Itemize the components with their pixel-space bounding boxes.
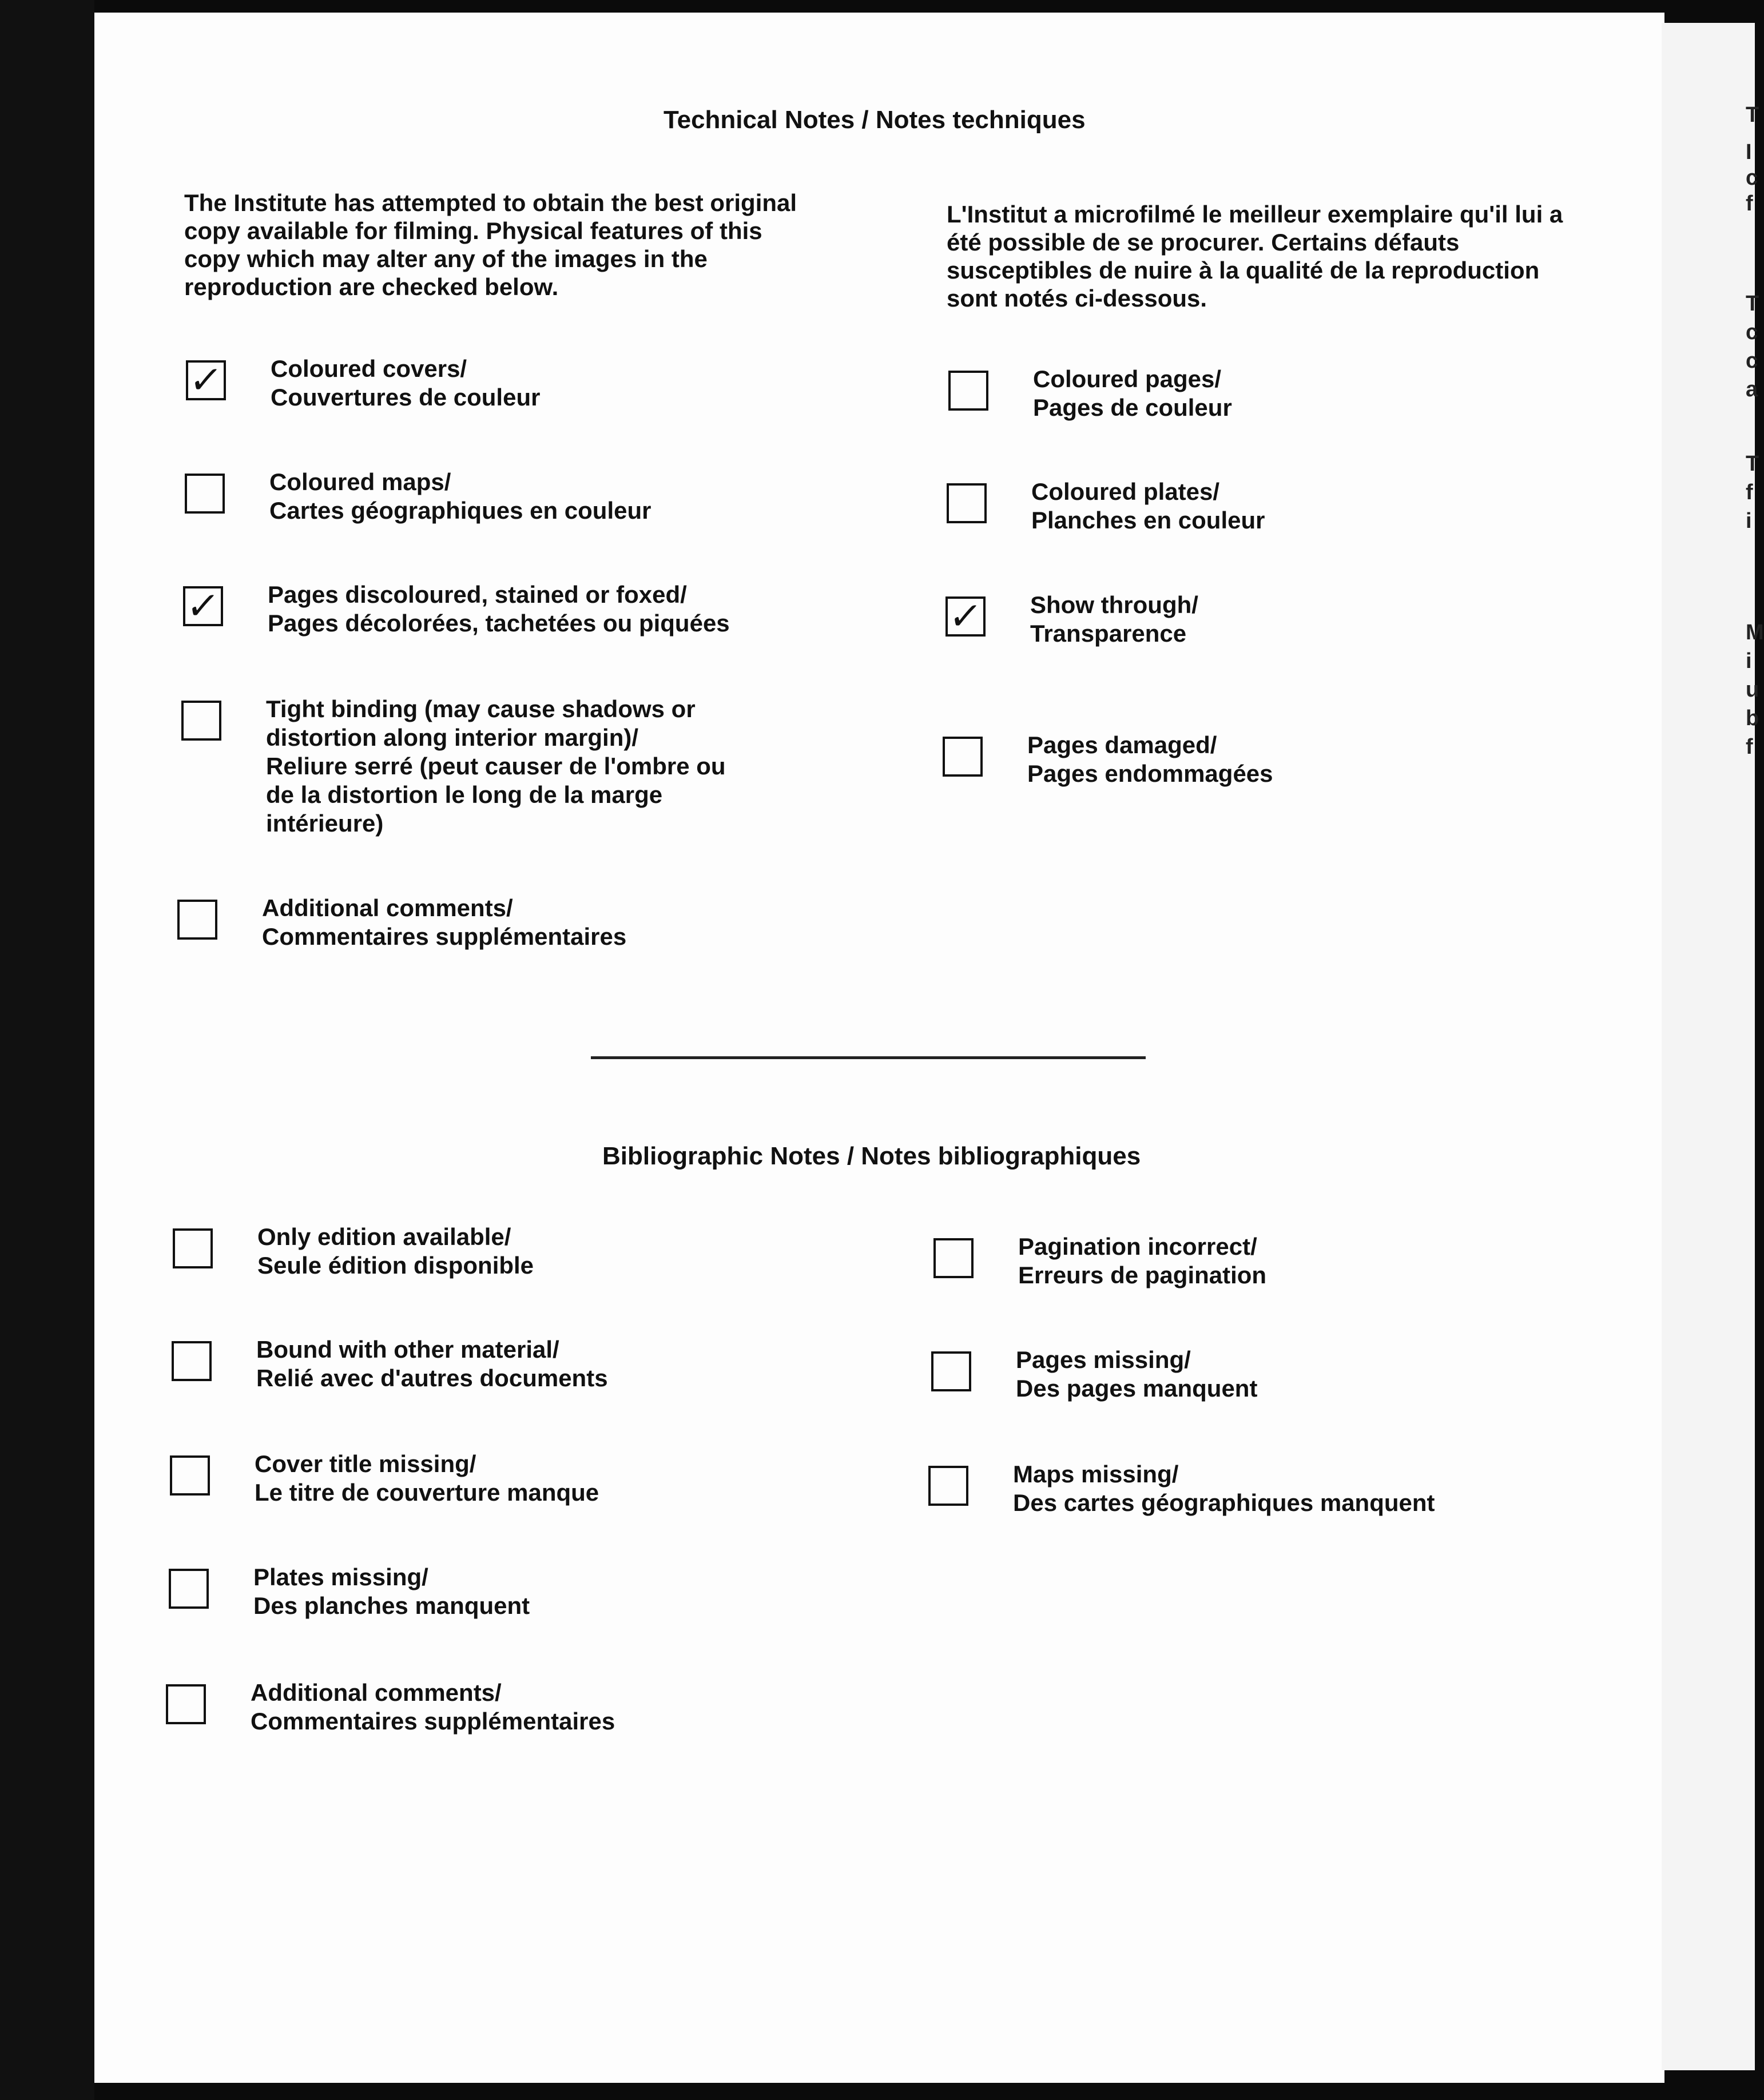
checkbox-item-pagination-incorrect[interactable]: [933, 1232, 1266, 1290]
label-en: Additional comments/: [262, 894, 513, 921]
checkbox-item-pages-damaged[interactable]: [943, 731, 1273, 788]
label-fr: Couvertures de couleur: [271, 384, 541, 411]
label-en: Only edition available/: [257, 1223, 511, 1250]
checkbox[interactable]: [177, 900, 217, 940]
label-en: Coloured covers/: [271, 355, 467, 382]
next-page-fragment: u: [1746, 678, 1759, 702]
checkbox[interactable]: [185, 474, 225, 514]
label-fr: Transparence: [1030, 620, 1187, 647]
label-en: Tight binding (may cause shadows or: [266, 695, 696, 722]
checkbox-item-show-through[interactable]: [945, 591, 1198, 648]
checkbox-item-additional-comments-biblio[interactable]: [166, 1679, 615, 1736]
checkbox-item-coloured-pages[interactable]: [948, 365, 1232, 422]
checkbox-item-pages-discoloured[interactable]: [183, 580, 730, 638]
next-page-fragment: b: [1746, 706, 1759, 730]
checkbox[interactable]: [172, 1341, 212, 1381]
checkbox[interactable]: [186, 360, 226, 400]
label-en: Cover title missing/: [255, 1450, 476, 1477]
checkbox[interactable]: [183, 586, 223, 626]
label-fr: Le titre de couverture manque: [255, 1479, 599, 1506]
label-en: Plates missing/: [253, 1564, 428, 1590]
label-en: Maps missing/: [1013, 1461, 1179, 1488]
checkbox[interactable]: [169, 1569, 209, 1609]
checkbox[interactable]: [170, 1455, 210, 1496]
checkbox[interactable]: [933, 1238, 974, 1278]
next-page-fragment: T: [1746, 292, 1759, 316]
checkbox-item-coloured-covers[interactable]: [186, 355, 540, 412]
film-edge-left: [0, 0, 94, 2100]
checkbox-item-only-edition[interactable]: [173, 1223, 534, 1280]
intro-english: The Institute has attempted to obtain the best original copy available for filming. Physical features of this copy which may alter any of the images in the reproduction are checked below.: [184, 189, 797, 300]
label-fr: Planches en couleur: [1031, 507, 1265, 534]
next-page-fragment: i: [1746, 509, 1752, 533]
label-fr: Des cartes géographiques manquent: [1013, 1489, 1435, 1516]
label-en: Coloured plates/: [1031, 478, 1220, 505]
label-fr: Pages de couleur: [1033, 394, 1232, 421]
checkmark-icon: ✓: [947, 594, 985, 638]
checkbox-item-coloured-maps[interactable]: [185, 468, 651, 525]
label-en: Coloured maps/: [269, 468, 451, 495]
next-page-fragment: f: [1746, 192, 1753, 216]
next-page-fragment: a: [1746, 377, 1758, 401]
checkbox[interactable]: [947, 483, 987, 523]
label-en: Show through/: [1030, 591, 1198, 618]
next-page-fragment: c: [1746, 320, 1758, 344]
checkbox[interactable]: [166, 1684, 206, 1724]
checkbox[interactable]: [173, 1228, 213, 1268]
checkbox-item-plates-missing[interactable]: [169, 1563, 530, 1620]
next-page-fragment: I: [1746, 140, 1752, 164]
label-fr: Erreurs de pagination: [1018, 1262, 1267, 1288]
label-en: Pages damaged/: [1027, 731, 1217, 758]
label-fr: Pages endommagées: [1027, 760, 1273, 787]
label-en: Pagination incorrect/: [1018, 1233, 1257, 1260]
checkmark-icon: ✓: [187, 358, 225, 402]
label-en-cont: distortion along interior margin)/: [266, 724, 638, 751]
checkbox-item-tight-binding[interactable]: [181, 695, 726, 838]
label-en: Pages missing/: [1016, 1346, 1191, 1373]
bibliographic-notes-title: Bibliographic Notes / Notes bibliographiques: [602, 1142, 1141, 1170]
label-fr: Commentaires supplémentaires: [262, 923, 627, 950]
checkbox[interactable]: [945, 596, 986, 637]
label-fr-cont: de la distortion le long de la marge: [266, 781, 663, 808]
next-page-fragment: c: [1746, 166, 1758, 190]
label-fr: Cartes géographiques en couleur: [269, 497, 651, 524]
label-fr: Reliure serré (peut causer de l'ombre ou: [266, 753, 726, 779]
next-page-fragment: c: [1746, 349, 1758, 373]
section-divider: [591, 1056, 1146, 1059]
next-page-fragment: T: [1746, 103, 1759, 127]
checkbox[interactable]: [948, 371, 988, 411]
checkbox[interactable]: [181, 701, 221, 741]
checkbox-item-additional-comments-tech[interactable]: [177, 894, 626, 951]
adjacent-page-edge: [1662, 23, 1755, 2070]
next-page-fragment: T: [1746, 452, 1759, 476]
label-en: Bound with other material/: [256, 1336, 559, 1363]
checkbox[interactable]: [943, 737, 983, 777]
label-fr: Relié avec d'autres documents: [256, 1365, 608, 1391]
label-fr-cont-2: intérieure): [266, 810, 384, 837]
next-page-fragment: i: [1746, 649, 1752, 673]
next-page-fragment: M: [1746, 621, 1764, 645]
checkbox[interactable]: [928, 1466, 968, 1506]
label-fr: Pages décolorées, tachetées ou piquées: [268, 610, 730, 637]
next-page-fragment: f: [1746, 480, 1753, 504]
next-page-fragment: f: [1746, 735, 1753, 759]
technical-notes-title: Technical Notes / Notes techniques: [664, 106, 1086, 134]
label-fr: Commentaires supplémentaires: [251, 1708, 615, 1735]
checkbox-item-cover-title-missing[interactable]: [170, 1450, 599, 1507]
label-en: Additional comments/: [251, 1679, 502, 1706]
document-page: [94, 13, 1664, 2083]
label-en: Coloured pages/: [1033, 365, 1222, 392]
label-fr: Des pages manquent: [1016, 1375, 1258, 1402]
checkmark-icon: ✓: [184, 584, 223, 628]
checkbox-item-coloured-plates[interactable]: [947, 478, 1265, 535]
label-fr: Seule édition disponible: [257, 1252, 534, 1279]
checkbox-item-pages-missing[interactable]: [931, 1346, 1257, 1403]
intro-french: L'Institut a microfilmé le meilleur exemplaire qu'il lui a été possible de se procurer. Certains défauts susceptibles de nuire à la qualité de la reproduction sont notés ci-dessous.: [947, 201, 1563, 312]
label-fr: Des planches manquent: [253, 1592, 530, 1619]
checkbox[interactable]: [931, 1351, 971, 1391]
checkbox-item-bound-with[interactable]: [172, 1335, 608, 1393]
label-en: Pages discoloured, stained or foxed/: [268, 581, 687, 608]
checkbox-item-maps-missing[interactable]: [928, 1460, 1435, 1517]
